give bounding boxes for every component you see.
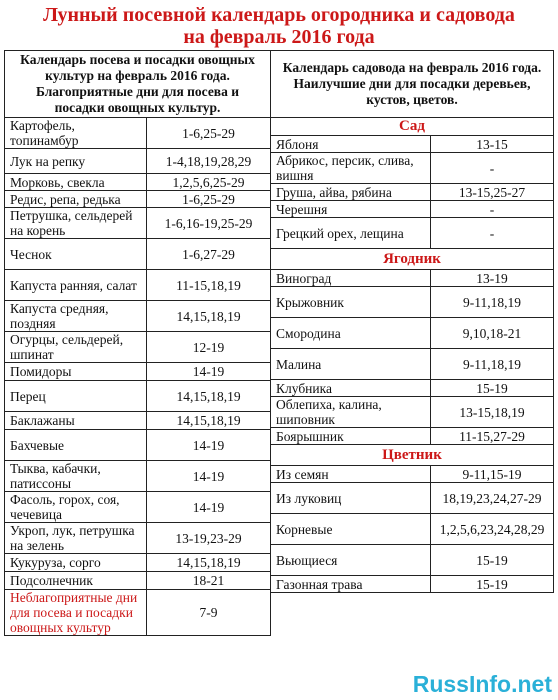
vegetable-row — [5, 461, 271, 492]
crop-name: Капуста средняя, поздняя — [5, 301, 147, 332]
vegetable-row — [5, 572, 271, 590]
watermark: RussInfo.net — [412, 671, 552, 697]
best-days: 9,10,18-21 — [431, 318, 554, 349]
garden-row — [271, 318, 554, 349]
garden-row — [271, 184, 554, 201]
garden-row — [271, 218, 554, 249]
crop-name: Огурцы, сельдерей, шпинат — [5, 332, 147, 363]
vegetable-row — [5, 208, 271, 239]
section-title: Цветник — [271, 445, 554, 466]
favorable-days: 14,15,18,19 — [147, 301, 271, 332]
plant-name: Из семян — [271, 466, 431, 483]
favorable-days: 14-19 — [147, 461, 271, 492]
favorable-days: 12-19 — [147, 332, 271, 363]
vegetable-row — [5, 332, 271, 363]
vegetable-row — [5, 239, 271, 270]
page-title — [0, 0, 558, 50]
plant-name: Смородина — [271, 318, 431, 349]
vegetable-row — [5, 430, 271, 461]
plant-name: Виноград — [271, 270, 431, 287]
garden-row — [271, 466, 554, 483]
crop-name: Кукуруза, сорго — [5, 554, 147, 572]
plant-name: Из луковиц — [271, 483, 431, 514]
vegetable-row — [5, 363, 271, 381]
plant-name: Груша, айва, рябина — [271, 184, 431, 201]
vegetable-row — [5, 191, 271, 208]
vegetable-calendar-table — [4, 50, 271, 636]
vegetable-table-header: Календарь посева и посадки овощных культур на февраль 2016 года. Благоприятные дни для посева и посадки овощных культур. — [5, 51, 271, 118]
best-days: - — [431, 153, 554, 184]
favorable-days: 14-19 — [147, 430, 271, 461]
section-title: Ягодник — [271, 249, 554, 270]
plant-name: Черешня — [271, 201, 431, 218]
crop-name: Перец — [5, 381, 147, 412]
crop-name: Неблагоприятные дни для посева и посадки овощных культур — [5, 590, 147, 636]
plant-name: Малина — [271, 349, 431, 380]
best-days: 15-19 — [431, 380, 554, 397]
plant-name: Клубника — [271, 380, 431, 397]
title-line-2: на февраль 2016 года — [183, 26, 375, 48]
crop-name: Капуста ранняя, салат — [5, 270, 147, 301]
garden-row — [271, 153, 554, 184]
crop-name: Петрушка, сельдерей на корень — [5, 208, 147, 239]
garden-row — [271, 545, 554, 576]
best-days: 18,19,23,24,27-29 — [431, 483, 554, 514]
vegetable-row — [5, 381, 271, 412]
garden-row — [271, 576, 554, 593]
plant-name: Вьющиеся — [271, 545, 431, 576]
best-days: - — [431, 201, 554, 218]
plant-name: Облепиха, калина, шиповник — [271, 397, 431, 428]
crop-name: Подсолнечник — [5, 572, 147, 590]
favorable-days: 14,15,18,19 — [147, 412, 271, 430]
vegetable-row — [5, 301, 271, 332]
garden-row — [271, 380, 554, 397]
crop-name: Чеснок — [5, 239, 147, 270]
favorable-days: 11-15,18,19 — [147, 270, 271, 301]
best-days: 9-11,15-19 — [431, 466, 554, 483]
garden-calendar-table — [270, 50, 554, 593]
best-days: 13-15,18,19 — [431, 397, 554, 428]
vegetable-row — [5, 523, 271, 554]
best-days: 15-19 — [431, 576, 554, 593]
plant-name: Абрикос, персик, слива, вишня — [271, 153, 431, 184]
plant-name: Боярышник — [271, 428, 431, 445]
crop-name: Укроп, лук, петрушка на зелень — [5, 523, 147, 554]
favorable-days: 1,2,5,6,25-29 — [147, 174, 271, 191]
favorable-days: 1-6,16-19,25-29 — [147, 208, 271, 239]
vegetable-row — [5, 554, 271, 572]
best-days: 9-11,18,19 — [431, 349, 554, 380]
garden-row — [271, 287, 554, 318]
plant-name: Корневые — [271, 514, 431, 545]
favorable-days: 14-19 — [147, 363, 271, 381]
best-days: 1,2,5,6,23,24,28,29 — [431, 514, 554, 545]
vegetable-row — [5, 149, 271, 174]
vegetable-row — [5, 174, 271, 191]
best-days: 13-15,25-27 — [431, 184, 554, 201]
favorable-days: 1-6,25-29 — [147, 191, 271, 208]
plant-name: Крыжовник — [271, 287, 431, 318]
favorable-days: 14,15,18,19 — [147, 381, 271, 412]
crop-name: Помидоры — [5, 363, 147, 381]
section-title: Сад — [271, 118, 554, 136]
section-row — [271, 249, 554, 270]
garden-row — [271, 136, 554, 153]
section-row — [271, 445, 554, 466]
garden-row — [271, 428, 554, 445]
favorable-days: 18-21 — [147, 572, 271, 590]
favorable-days: 14,15,18,19 — [147, 554, 271, 572]
crop-name: Морковь, свекла — [5, 174, 147, 191]
plant-name: Газонная трава — [271, 576, 431, 593]
plant-name: Грецкий орех, лещина — [271, 218, 431, 249]
best-days: 15-19 — [431, 545, 554, 576]
favorable-days: 1-6,25-29 — [147, 118, 271, 149]
garden-row — [271, 270, 554, 287]
favorable-days: 1-6,27-29 — [147, 239, 271, 270]
crop-name: Тыква, кабачки, патиссоны — [5, 461, 147, 492]
favorable-days: 1-4,18,19,28,29 — [147, 149, 271, 174]
plant-name: Яблоня — [271, 136, 431, 153]
crop-name: Картофель, топинамбур — [5, 118, 147, 149]
vegetable-row — [5, 492, 271, 523]
favorable-days: 7-9 — [147, 590, 271, 636]
crop-name: Баклажаны — [5, 412, 147, 430]
best-days: 11-15,27-29 — [431, 428, 554, 445]
favorable-days: 13-19,23-29 — [147, 523, 271, 554]
garden-row — [271, 514, 554, 545]
section-row — [271, 118, 554, 136]
vegetable-row — [5, 270, 271, 301]
best-days: 13-19 — [431, 270, 554, 287]
vegetable-row — [5, 590, 271, 636]
title-line-1: Лунный посевной календарь огородника и садовода — [43, 4, 515, 26]
crop-name: Лук на репку — [5, 149, 147, 174]
best-days: - — [431, 218, 554, 249]
garden-table-header: Календарь садовода на февраль 2016 года. Наилучшие дни для посадки деревьев, кустов, цветов. — [271, 51, 554, 118]
best-days: 9-11,18,19 — [431, 287, 554, 318]
crop-name: Фасоль, горох, соя, чечевица — [5, 492, 147, 523]
favorable-days: 14-19 — [147, 492, 271, 523]
vegetable-row — [5, 412, 271, 430]
garden-row — [271, 397, 554, 428]
garden-row — [271, 201, 554, 218]
crop-name: Бахчевые — [5, 430, 147, 461]
garden-row — [271, 483, 554, 514]
crop-name: Редис, репа, редька — [5, 191, 147, 208]
garden-row — [271, 349, 554, 380]
vegetable-row — [5, 118, 271, 149]
best-days: 13-15 — [431, 136, 554, 153]
